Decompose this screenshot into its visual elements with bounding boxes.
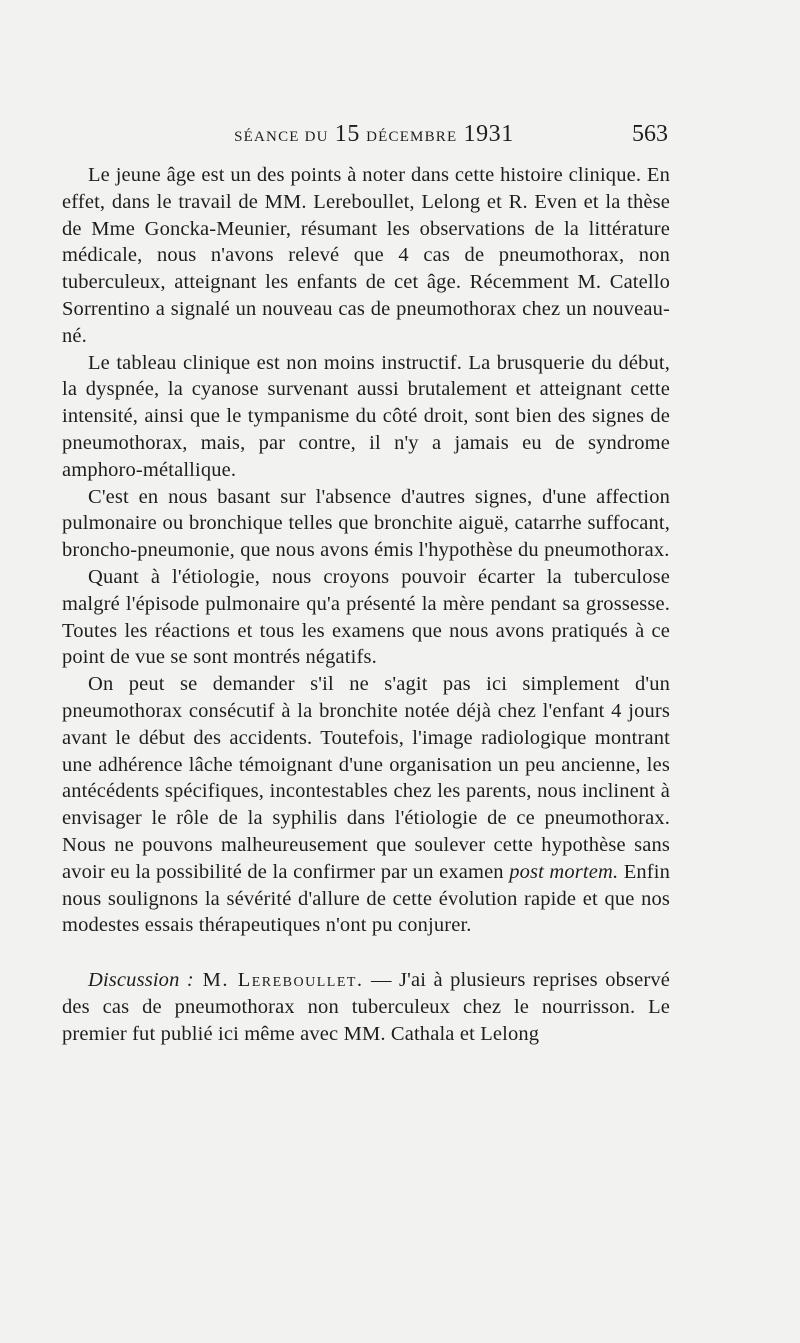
discussion-text: — J'ai à plusieurs reprises observé des cas de pneumothorax non tuberculeux chez le nourrisson. Le premier fut publié ici même avec MM. Cathala et Lelong <box>62 969 671 1045</box>
paragraph-1: Le jeune âge est un des points à noter dans cette histoire clinique. En effet, dans le travail de MM. Lereboullet, Lelong et R. Even et la thèse de Mme Goncka-Meunier, résumant les observations de la littérature médicale, nous n'avons relevé que 4 cas de pneumothorax, non tuberculeux, atteignant les enfants de cet âge. Récemment M. Catello Sorrentino a signalé un nouveau cas de pneumothorax chez un nouveau-né. <box>62 164 670 347</box>
page-number: 563 <box>632 121 668 147</box>
post-mortem-italic: post mortem. <box>509 860 619 883</box>
paragraph-4: Quant à l'étiologie, nous croyons pouvoir écarter la tuberculose malgré l'épisode pulmonaire qu'a présenté la mère pendant sa grossesse. Toutes les réactions et tous les examens que nous avons pratiqués à ce point de vue se sont montrés négatifs. <box>62 565 670 669</box>
body-text <box>62 162 670 1048</box>
paragraph-5-text-a: On peut se demander s'il ne s'agit pas ici simplement d'un pneumothorax consécutif à la bronchite notée déjà chez l'enfant 4 jours avant le début des accidents. Toutefois, l'image radiologique montrant une adhérence lâche témoignant d'une organisation un peu ancienne, les antécédents spécifiques, incontestables chez les parents, nous inclinent à envisager le rôle de la syphilis dans l'étiologie de ce pneumothorax. Nous ne pouvons malheureusement que soulever cette hypothèse sans avoir eu la possibilité de la confirmer par un examen <box>62 673 670 883</box>
paragraph-5-text-b: Enfin nous soulignons la sévérité d'allure de cette évolution rapide et que nos modestes essais thérapeutiques n'ont pu conjurer. <box>62 860 670 937</box>
paragraph-5 <box>62 671 670 939</box>
running-title-month: DÉCEMBRE <box>366 129 458 145</box>
running-title <box>80 121 668 148</box>
running-title-prefix: SÉANCE DU <box>234 129 329 145</box>
discussion-speaker: M. Lereboullet. <box>193 969 364 992</box>
running-title-day: 15 <box>334 121 360 147</box>
running-title-year: 1931 <box>463 121 514 147</box>
paragraph-2: Le tableau clinique est non moins instructif. La brusquerie du début, la dyspnée, la cyanose survenant aussi brutalement et atteignant cette intensité, ainsi que le tympanisme du côté droit, sont bien des signes de pneumothorax, mais, par contre, il n'y a jamais eu de syndrome amphoro-métallique. <box>62 351 670 481</box>
discussion-paragraph <box>62 967 670 1047</box>
discussion-label: Discussion : <box>88 969 194 992</box>
running-header <box>80 121 668 155</box>
paragraph-3: C'est en nous basant sur l'absence d'autres signes, d'une affection pulmonaire ou bronchique telles que bronchite aiguë, catarrhe suffocant, broncho-pneumonie, que nous avons émis l'hypothèse du pneumothorax. <box>62 485 670 562</box>
